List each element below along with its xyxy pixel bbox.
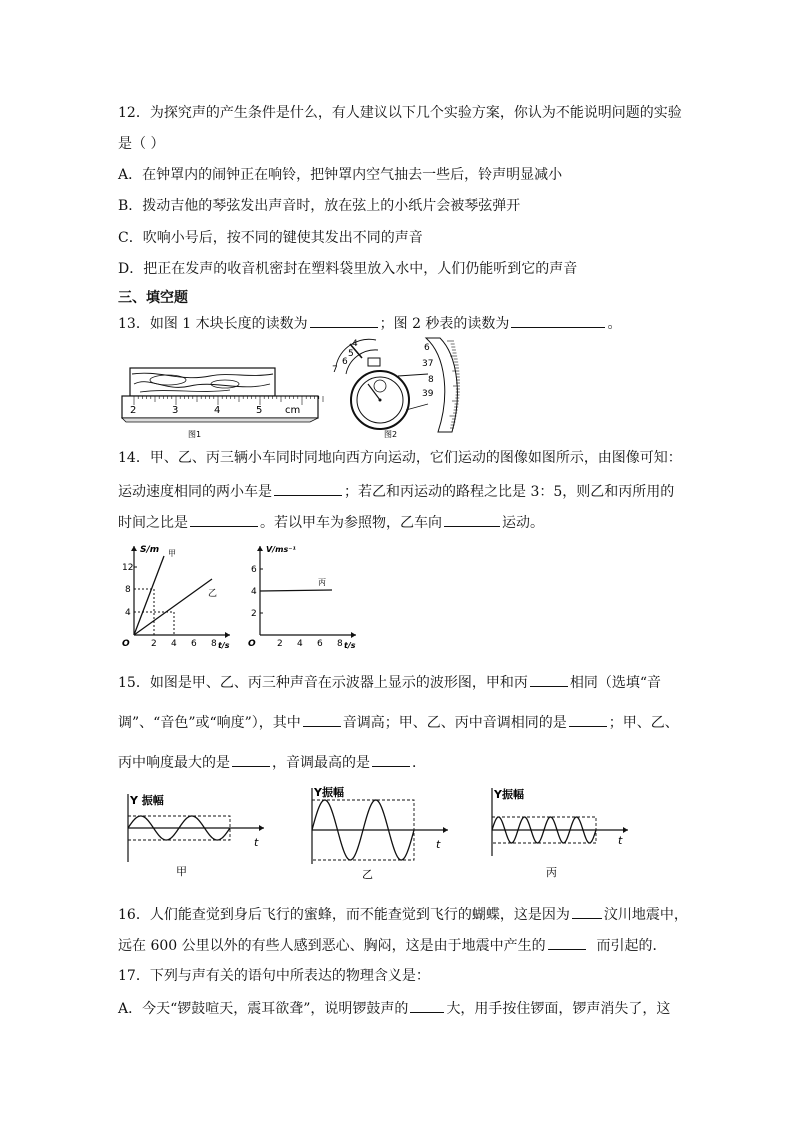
st-ytick-4: 4 bbox=[125, 608, 131, 618]
q13-blank-2[interactable] bbox=[511, 313, 605, 328]
wave-bing-ylabel: Y振幅 bbox=[494, 788, 524, 801]
q17-blank-1[interactable] bbox=[410, 998, 444, 1013]
q15-line2-b: 音调高；甲、乙、丙中音调相同的是 bbox=[342, 715, 567, 731]
ruler-tick-label-4: 4 bbox=[214, 405, 221, 416]
wood-block bbox=[130, 368, 275, 396]
wave-jia bbox=[118, 790, 268, 882]
st-xtick-8: 8 bbox=[211, 639, 217, 649]
q14-line3 bbox=[118, 512, 544, 532]
q16-line1-a: 16．人们能查觉到身后飞行的蜜蜂，而不能查觉到飞行的蝴蝶，这是因为 bbox=[118, 907, 570, 923]
q15-line3-a: 丙中响度最大的是 bbox=[118, 755, 230, 771]
q14-line2-a: 运动速度相同的两小车是 bbox=[118, 484, 272, 500]
figure1-caption: 图1 bbox=[188, 430, 202, 439]
wave-yi bbox=[302, 784, 452, 884]
ruler-tick-label-3: 3 bbox=[172, 405, 179, 416]
q16-line1-b: 汶川地震中， bbox=[603, 907, 688, 923]
vt-xtick-8: 8 bbox=[337, 639, 343, 649]
q15-line1-a: 15．如图是甲、乙、丙三种声音在示波器上显示的波形图，甲和丙 bbox=[118, 675, 528, 691]
ruler-unit: cm bbox=[285, 405, 301, 416]
wave-bing bbox=[482, 784, 632, 884]
q17-a-part1: A．今天“锣鼓喧天，震耳欲聋”，说明锣鼓声的 bbox=[118, 1001, 409, 1017]
q17-stem: 17．下列与声有关的语句中所表达的物理含义是： bbox=[118, 968, 430, 984]
q14-line1: 14．甲、乙、丙三辆小车同时同地向西方向运动，它们运动的图像如图所示，由图像可知： bbox=[118, 450, 682, 466]
vt-xtick-6: 6 bbox=[317, 639, 323, 649]
q16-line2-b: 而引起的． bbox=[596, 938, 667, 954]
st-ytick-12: 12 bbox=[122, 563, 134, 573]
q14-blank-1[interactable] bbox=[274, 481, 342, 496]
q15-line2-a: 调”、“音色”或“响度”），其中 bbox=[118, 715, 301, 731]
q12-option-b: B．拨动吉他的琴弦发出声音时，放在弦上的小纸片会被琴弦弹开 bbox=[118, 198, 521, 214]
q15-line2 bbox=[118, 712, 679, 732]
q14-line3-b: 。若以甲车为参照物，乙车向 bbox=[260, 515, 442, 531]
wave-bing-xlabel: t bbox=[618, 834, 623, 847]
figure-stopwatch bbox=[328, 336, 458, 440]
vt-origin: O bbox=[248, 639, 256, 649]
q14-line2 bbox=[118, 481, 674, 501]
figure2-caption: 图2 bbox=[384, 430, 398, 439]
vt-ylabel: V/ms⁻¹ bbox=[266, 545, 296, 554]
q16-line2 bbox=[118, 935, 667, 955]
q12-stem-line1: 12．为探究声的产生条件是什么，有人建议以下几个实验方案，你认为不能说明问题的实验 bbox=[118, 105, 682, 121]
dial-label-6: 6 bbox=[342, 357, 348, 367]
q14-line2-b: ；若乙和丙运动的路程之比是 3：5，则乙和丙所用的 bbox=[344, 484, 675, 500]
q16-blank-1[interactable] bbox=[572, 904, 602, 919]
scale-label-8: 8 bbox=[428, 375, 434, 385]
vt-ytick-4: 4 bbox=[251, 587, 257, 597]
vt-ytick-2: 2 bbox=[251, 609, 257, 619]
q15-line2-c: ；甲、乙、 bbox=[608, 715, 679, 731]
ruler-tick-label-5: 5 bbox=[256, 405, 263, 416]
vt-xlabel: t/s bbox=[344, 641, 356, 650]
wave-yi-ylabel: Y振幅 bbox=[314, 786, 344, 799]
st-ytick-8: 8 bbox=[125, 585, 131, 595]
dial-label-7: 7 bbox=[332, 365, 338, 375]
q14-blank-2[interactable] bbox=[190, 512, 258, 527]
q15-blank-3[interactable] bbox=[569, 712, 607, 727]
vt-ytick-6: 6 bbox=[251, 565, 257, 575]
q15-line3 bbox=[118, 752, 426, 772]
q13-text bbox=[118, 313, 621, 333]
vt-series-bing: 丙 bbox=[318, 578, 326, 587]
wave-jia-caption: 甲 bbox=[176, 865, 187, 878]
graph-vt bbox=[244, 540, 362, 652]
series-bing-line bbox=[260, 590, 332, 591]
wave-jia-xlabel: t bbox=[254, 836, 259, 849]
q15-blank-4[interactable] bbox=[232, 752, 270, 767]
series-jia-line bbox=[134, 556, 164, 635]
wave-yi-xlabel: t bbox=[436, 838, 441, 851]
q15-blank-5[interactable] bbox=[372, 752, 410, 767]
series-yi-line bbox=[134, 579, 212, 635]
st-xlabel: t/s bbox=[218, 641, 230, 650]
wave-jia-ylabel: Y 振幅 bbox=[130, 794, 164, 807]
q16-line2-a: 远在 600 公里以外的有些人感到恶心、胸闷，这是由于地震中产生的 bbox=[118, 938, 546, 954]
q15-blank-1[interactable] bbox=[530, 672, 568, 687]
q15-line1-b: 相同（选填“音 bbox=[569, 675, 661, 691]
q15-blank-2[interactable] bbox=[303, 712, 341, 727]
figure-ruler bbox=[120, 362, 325, 440]
vernier-scale bbox=[426, 338, 460, 432]
q12-stem-line2: 是（ ） bbox=[118, 136, 165, 152]
st-xtick-6: 6 bbox=[191, 639, 197, 649]
scale-label-37: 37 bbox=[422, 359, 434, 369]
q16-line1 bbox=[118, 904, 688, 924]
st-origin: O bbox=[122, 639, 130, 649]
q15-line1 bbox=[118, 672, 661, 692]
ruler-tick-label-2: 2 bbox=[130, 405, 137, 416]
q13-part1: 13．如图 1 木块长度的读数为 bbox=[118, 316, 308, 332]
st-ylabel: S/m bbox=[140, 545, 160, 555]
q13-blank-1[interactable] bbox=[310, 313, 378, 328]
q14-line3-c: 运动。 bbox=[502, 515, 544, 531]
q12-option-d: D．把正在发声的收音机密封在塑料袋里放入水中，人们仍能听到它的声音 bbox=[118, 261, 578, 277]
q15-line3-b: ，音调最高的是 bbox=[272, 755, 370, 771]
st-series-jia: 甲 bbox=[168, 549, 176, 558]
vt-xtick-2: 2 bbox=[277, 639, 283, 649]
st-xtick-2: 2 bbox=[151, 639, 157, 649]
scale-label-6: 6 bbox=[424, 343, 430, 353]
q12-option-a: A．在钟罩内的闹钟正在响铃，把钟罩内空气抽去一些后，铃声明显减小 bbox=[118, 167, 563, 183]
vt-xtick-4: 4 bbox=[297, 639, 303, 649]
wave-bing-caption: 丙 bbox=[546, 866, 557, 879]
q17-a-part2: 大，用手按住锣面，锣声消失了，这 bbox=[446, 1001, 671, 1017]
q12-option-c: C．吹响小号后，按不同的键使其发出不同的声音 bbox=[118, 230, 423, 246]
q14-line3-a: 时间之比是 bbox=[118, 515, 188, 531]
st-series-yi: 乙 bbox=[208, 589, 218, 599]
q16-blank-2[interactable] bbox=[548, 935, 586, 950]
q17-option-a bbox=[118, 998, 670, 1018]
stopwatch-body bbox=[351, 358, 428, 429]
q13-part3: 。 bbox=[607, 316, 622, 332]
wave-yi-caption: 乙 bbox=[362, 868, 373, 881]
q13-part2: ；图 2 秒表的读数为 bbox=[379, 316, 510, 332]
dial-label-4: 4 bbox=[352, 339, 358, 349]
graph-st bbox=[118, 540, 236, 652]
scale-label-39: 39 bbox=[422, 389, 434, 399]
section-title: 三、填空题 bbox=[118, 290, 188, 306]
dial-label-5: 5 bbox=[348, 349, 354, 359]
q15-line3-c: ． bbox=[412, 755, 426, 771]
q14-blank-3[interactable] bbox=[444, 512, 500, 527]
st-xtick-4: 4 bbox=[171, 639, 177, 649]
